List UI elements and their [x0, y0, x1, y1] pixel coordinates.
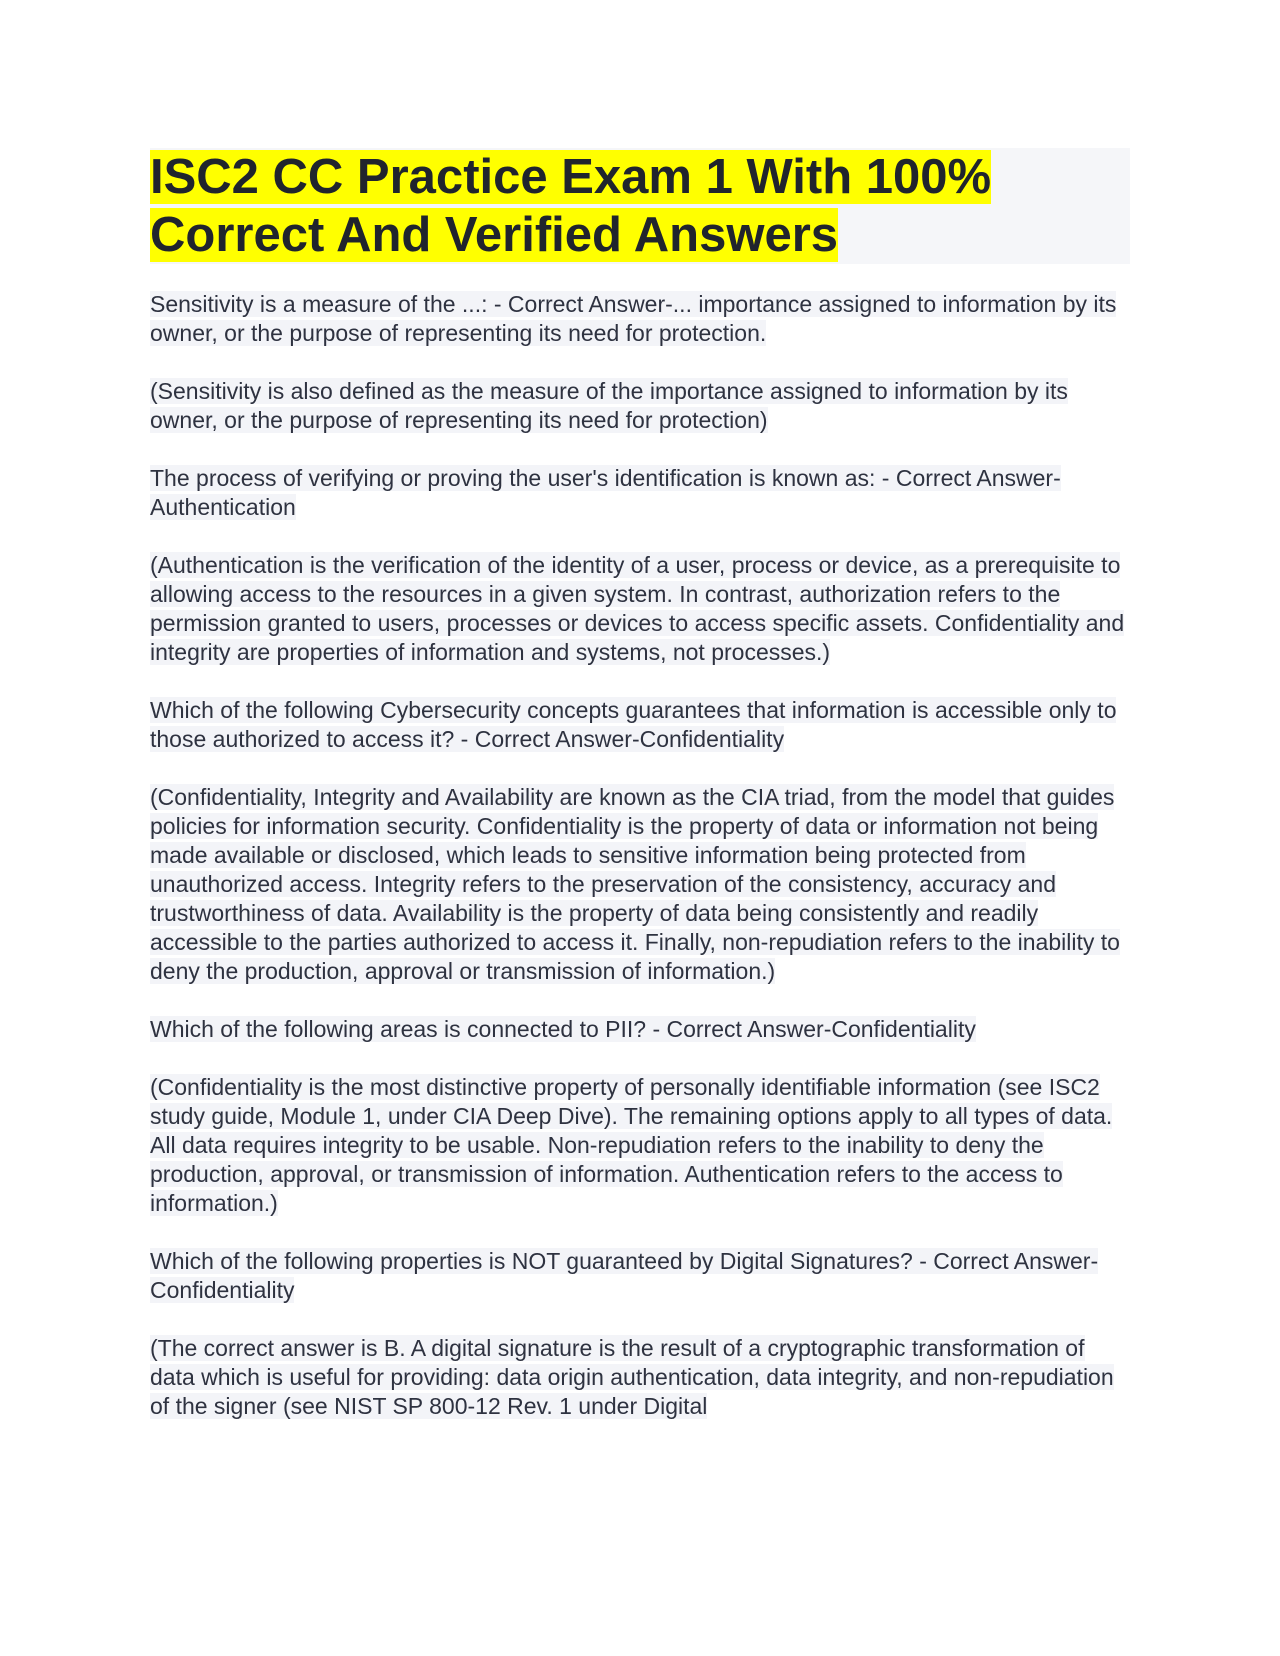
explanation-digital-signatures — [150, 1334, 1130, 1421]
paragraph-text: (Sensitivity is also defined as the measure of the importance assigned to information by its owner, or the purpose of representing its need for protection) — [150, 378, 1068, 433]
explanation-pii — [150, 1073, 1130, 1218]
title-line-1: ISC2 CC Practice Exam 1 With 100% — [150, 150, 992, 204]
explanation-cia-triad — [150, 783, 1130, 986]
paragraph-text: Which of the following areas is connected to PII? - Correct Answer-Confidentiality — [150, 1016, 976, 1042]
title-block — [150, 148, 1130, 264]
paragraph-text: The process of verifying or proving the user's identification is known as: - Correct Answer-Authentication — [150, 465, 1061, 520]
question-digital-signatures — [150, 1247, 1130, 1305]
paragraph-text: (The correct answer is B. A digital signature is the result of a cryptographic transformation of data which is useful for providing: data origin authentication, data integrity, and non-repudiation of the signer (see NIST SP 800-12 Rev. 1 under Digital — [150, 1335, 1114, 1419]
question-sensitivity — [150, 290, 1130, 348]
paragraph-text: (Confidentiality is the most distinctive property of personally identifiable information (see ISC2 study guide, Module 1, under CIA Deep Dive). The remaining options apply to all types of data. All data requires integrity to be usable. Non-repudiation refers to the inability to deny the production, approval, or transmission of information. Authentication refers to the access to information.) — [150, 1074, 1113, 1216]
question-authentication — [150, 464, 1130, 522]
title-line-2: Correct And Verified Answers — [150, 208, 839, 262]
question-pii — [150, 1015, 1130, 1044]
paragraph-text: (Authentication is the verification of the identity of a user, process or device, as a prerequisite to allowing access to the resources in a given system. In contrast, authorization refers to the permission granted to users, processes or devices to access specific assets. Confidentiality and integrity are properties of information and systems, not processes.) — [150, 552, 1125, 665]
paragraph-text: (Confidentiality, Integrity and Availability are known as the CIA triad, from the model that guides policies for information security. Confidentiality is the property of data or information not being made available or disclosed, which leads to sensitive information being protected from unauthorized access. Integrity refers to the preservation of the consistency, accuracy and trustworthiness of data. Availability is the property of data being consistently and readily accessible to the parties authorized to access it. Finally, non-repudiation refers to the inability to deny the production, approval or transmission of information.) — [150, 784, 1120, 984]
paragraph-text: Sensitivity is a measure of the ...: - Correct Answer-... importance assigned to information by its owner, or the purpose of representing its need for protection. — [150, 291, 1117, 346]
paragraph-text: Which of the following properties is NOT guaranteed by Digital Signatures? - Correct Answer-Confidentiality — [150, 1248, 1099, 1303]
paragraph-text: Which of the following Cybersecurity concepts guarantees that information is accessible only to those authorized to access it? - Correct Answer-Confidentiality — [150, 697, 1117, 752]
explanation-authentication — [150, 551, 1130, 667]
question-confidentiality — [150, 696, 1130, 754]
explanation-sensitivity — [150, 377, 1130, 435]
document-title — [150, 148, 1130, 264]
document-page — [150, 148, 1130, 1450]
